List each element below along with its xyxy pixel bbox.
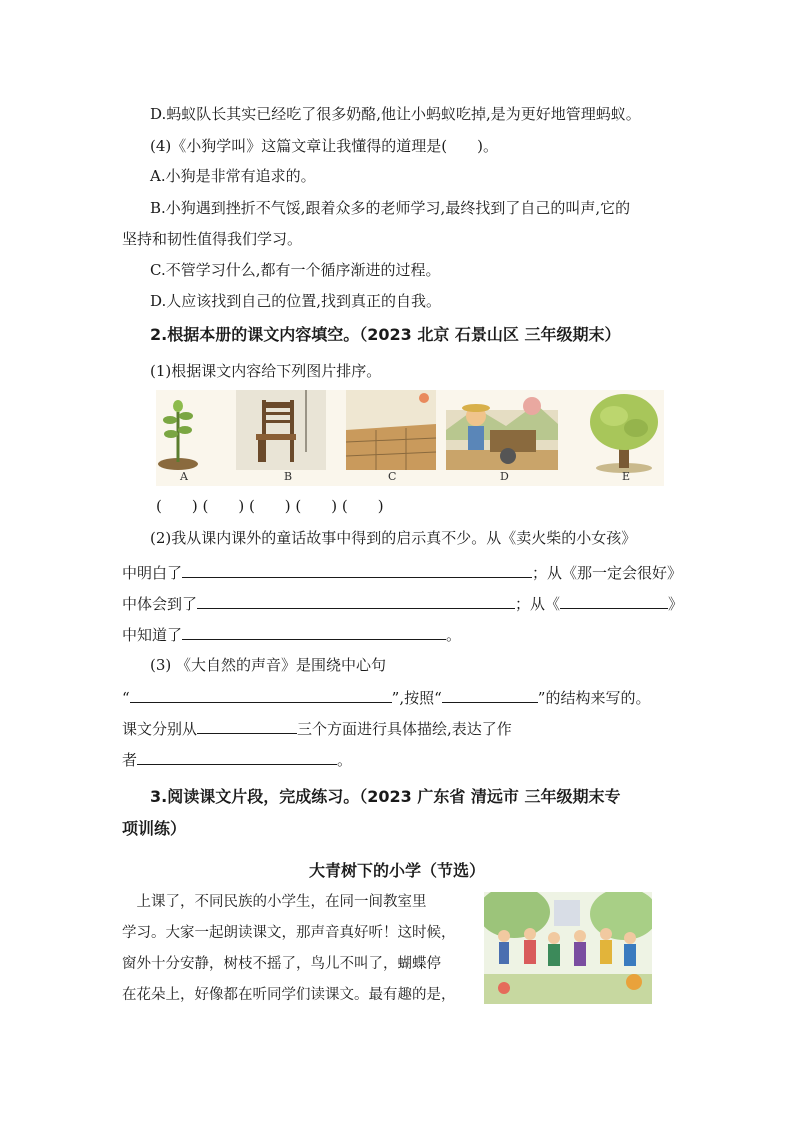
q3-heading [150,786,620,808]
q2-source: （2023 北京 石景山区 三年级期末） [359,325,621,344]
picture-label-e: E [622,470,631,483]
q2-sub2-line2 [122,561,682,583]
q2-sub2-line1: (2)我从课内课外的童话故事中得到的启示真不少。从《卖火柴的小女孩》 [150,529,637,547]
q2-sub3-line3 [122,717,512,739]
q2-sub2-l3-mid: ；从《 [515,595,561,613]
q2-heading-text: 2.根据本册的课文内容填空。 [150,325,360,344]
passage-line-3: 窗外十分安静，树枝不摇了，鸟儿不叫了，蝴蝶停 [122,956,441,972]
q2-blank-three-aspects[interactable] [197,717,297,734]
q2-sub3-l4-prefix: 者 [122,751,138,769]
q2-sub3-line2 [122,686,650,708]
q2-sub2-l4-prefix: 中知道了 [122,626,183,644]
q2-sub3-l2-mid: ”,按照“ [391,689,442,707]
q2-sub2-l3-prefix: 中体会到了 [122,595,198,613]
q2-sub2-l2-suffix: ；从《那一定会很好》 [532,564,683,582]
q2-sub2-l2-prefix: 中明白了 [122,564,183,582]
picture-label-b: B [284,470,293,483]
passage-title: 大青树下的小学（节选） [308,861,485,880]
q2-sub3-l2-open-quote: “ [122,689,130,707]
passage-line-2: 学习。大家一起朗读课文，那声音真好听！这时候， [122,925,456,941]
q1-option-a: A.小狗是非常有追求的。 [150,167,316,185]
q2-sub3-l3-suffix: 三个方面进行具体描绘,表达了作 [297,720,512,738]
picture-strip-illustration [156,390,664,486]
q2-blank-structure[interactable] [442,686,538,703]
q3-heading-text: 3.阅读课文片段，完成练习。 [150,787,360,806]
q2-sub3-l4-suffix: 。 [337,751,353,769]
passage-illustration [484,892,652,1004]
picture-label-c: C [388,470,397,483]
q2-blank-match-girl[interactable] [182,561,532,578]
picture-label-a: A [180,470,188,483]
q2-sub3-l2-suffix: ”的结构来写的。 [537,689,651,707]
picture-c-floor [346,390,436,470]
q2-heading [150,324,620,346]
q1-option-b-line1: B.小狗遇到挫折不气馁,跟着众多的老师学习,最终找到了自己的叫声,它的 [150,199,631,217]
q2-blank-that-will-be-good[interactable] [197,592,515,609]
q2-blank-author-feeling[interactable] [137,748,337,765]
q2-sub2-line3 [122,592,683,614]
q2-sub3-line4 [122,748,352,770]
q3-source: （2023 广东省 清远市 三年级期末专 [359,787,621,806]
q2-sub1: (1)根据课文内容给下列图片排序。 [150,362,382,380]
picture-strip [156,390,664,486]
q2-sub2-line4 [122,623,461,645]
q1-option-d: D.人应该找到自己的位置,找到真正的自我。 [150,292,442,310]
passage-line-4: 在花朵上，好像都在听同学们读课文。最有趣的是， [122,987,456,1003]
q1-option-b-line2: 坚持和韧性值得我们学习。 [122,230,303,248]
q2-sub3-l3-prefix: 课文分别从 [122,720,198,738]
q2-blank-center-sentence[interactable] [130,686,392,703]
q2-sub2-l4-suffix: 。 [446,626,462,644]
q1-sub4-question: (4)《小狗学叫》这篇文章让我懂得的道理是( )。 [150,137,498,155]
q1-option-c: C.不管学习什么,都有一个循序渐进的过程。 [150,261,441,279]
q2-sub2-l3-suffix: 》 [668,595,684,613]
q1-option-d-prev: D.蚂蚁队长其实已经吃了很多奶酪,他让小蚂蚁吃掉,是为更好地管理蚂蚁。 [150,105,641,123]
q2-order-answers[interactable]: ( ) ( ) ( ) ( ) ( ) [156,497,384,515]
picture-b-chair [236,390,326,470]
passage-text [122,887,482,1011]
q2-blank-learned[interactable] [182,623,446,640]
q2-blank-story-title[interactable] [560,592,668,609]
passage-line-1: 上课了，不同民族的小学生，在同一间教室里 [122,894,427,910]
q3-heading-line2: 项训练） [122,819,187,838]
q2-sub3-line1: (3) 《大自然的声音》是围绕中心句 [150,656,387,674]
children-dancing-illustration [484,892,652,1004]
picture-label-d: D [500,470,509,483]
